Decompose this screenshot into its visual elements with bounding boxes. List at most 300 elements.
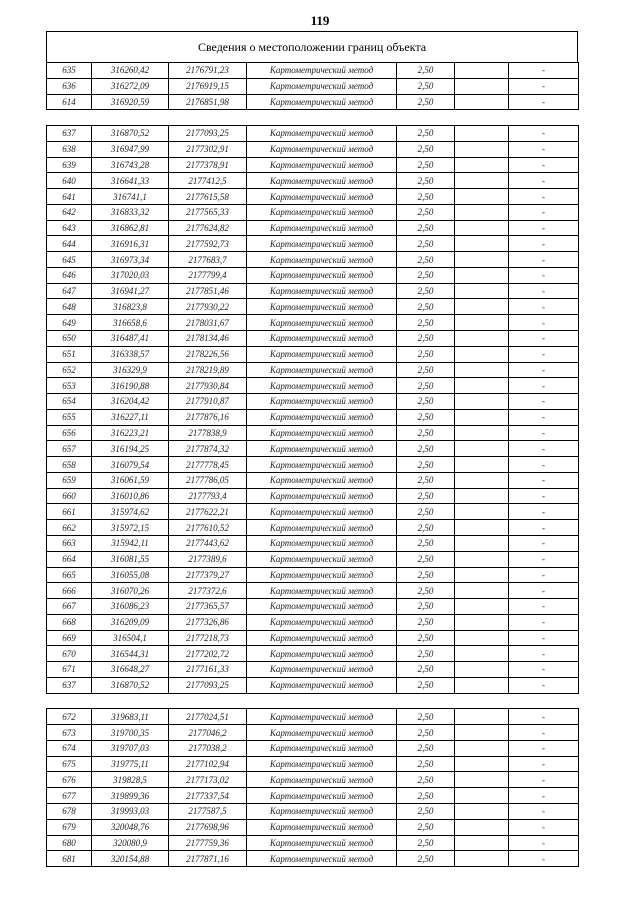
method-cell: Картометрический метод <box>247 740 397 756</box>
point-number-cell: 656 <box>47 425 92 441</box>
accuracy-cell: 2,50 <box>397 378 455 394</box>
empty-cell <box>455 425 509 441</box>
point-number-cell: 658 <box>47 457 92 473</box>
method-cell: Картометрический метод <box>247 551 397 567</box>
method-cell: Картометрический метод <box>247 803 397 819</box>
table-row <box>47 189 579 205</box>
method-cell: Картометрический метод <box>247 126 397 142</box>
description-cell: - <box>509 772 579 788</box>
empty-cell <box>455 772 509 788</box>
empty-cell <box>455 441 509 457</box>
accuracy-cell: 2,50 <box>397 299 455 315</box>
y-coordinate-cell: 2177102,94 <box>169 756 247 772</box>
point-number-cell: 660 <box>47 488 92 504</box>
y-coordinate-cell: 2177786,05 <box>169 472 247 488</box>
x-coordinate-cell: 316870,52 <box>92 126 169 142</box>
description-cell: - <box>509 331 579 347</box>
description-cell: - <box>509 236 579 252</box>
point-number-cell: 642 <box>47 204 92 220</box>
empty-cell <box>455 504 509 520</box>
table-row <box>47 488 579 504</box>
method-cell: Картометрический метод <box>247 535 397 551</box>
y-coordinate-cell: 2177799,4 <box>169 267 247 283</box>
description-cell: - <box>509 346 579 362</box>
description-cell: - <box>509 504 579 520</box>
method-cell: Картометрический метод <box>247 157 397 173</box>
y-coordinate-cell: 2178219,89 <box>169 362 247 378</box>
empty-cell <box>455 346 509 362</box>
y-coordinate-cell: 2177851,46 <box>169 283 247 299</box>
table-row <box>47 725 579 741</box>
description-cell: - <box>509 126 579 142</box>
table-row <box>47 614 579 630</box>
table-row <box>47 78 579 94</box>
description-cell: - <box>509 283 579 299</box>
x-coordinate-cell: 316658,6 <box>92 315 169 331</box>
table-row <box>47 173 579 189</box>
x-coordinate-cell: 316648,27 <box>92 662 169 678</box>
y-coordinate-cell: 2177871,16 <box>169 851 247 867</box>
point-number-cell: 662 <box>47 520 92 536</box>
description-cell: - <box>509 709 579 725</box>
empty-cell <box>455 220 509 236</box>
accuracy-cell: 2,50 <box>397 441 455 457</box>
y-coordinate-cell: 2177592,73 <box>169 236 247 252</box>
y-coordinate-cell: 2178134,46 <box>169 331 247 347</box>
x-coordinate-cell: 320048,76 <box>92 819 169 835</box>
table-row <box>47 236 579 252</box>
y-coordinate-cell: 2177759,36 <box>169 835 247 851</box>
empty-cell <box>455 819 509 835</box>
y-coordinate-cell: 2177683,7 <box>169 252 247 268</box>
description-cell: - <box>509 851 579 867</box>
empty-cell <box>455 472 509 488</box>
point-number-cell: 681 <box>47 851 92 867</box>
method-cell: Картометрический метод <box>247 204 397 220</box>
description-cell: - <box>509 220 579 236</box>
accuracy-cell: 2,50 <box>397 126 455 142</box>
point-number-cell: 668 <box>47 614 92 630</box>
description-cell: - <box>509 204 579 220</box>
y-coordinate-cell: 2177326,86 <box>169 614 247 630</box>
empty-cell <box>455 315 509 331</box>
empty-cell <box>455 599 509 615</box>
empty-cell <box>455 126 509 142</box>
x-coordinate-cell: 316223,21 <box>92 425 169 441</box>
method-cell: Картометрический метод <box>247 78 397 94</box>
accuracy-cell: 2,50 <box>397 346 455 362</box>
x-coordinate-cell: 316862,81 <box>92 220 169 236</box>
y-coordinate-cell: 2177372,6 <box>169 583 247 599</box>
table-row <box>47 267 579 283</box>
point-number-cell: 657 <box>47 441 92 457</box>
description-cell: - <box>509 315 579 331</box>
y-coordinate-cell: 2177038,2 <box>169 740 247 756</box>
method-cell: Картометрический метод <box>247 488 397 504</box>
table-row <box>47 378 579 394</box>
empty-cell <box>455 662 509 678</box>
table-row <box>47 331 579 347</box>
method-cell: Картометрический метод <box>247 409 397 425</box>
method-cell: Картометрический метод <box>247 772 397 788</box>
empty-cell <box>455 63 509 79</box>
point-number-cell: 679 <box>47 819 92 835</box>
x-coordinate-cell: 316079,54 <box>92 457 169 473</box>
method-cell: Картометрический метод <box>247 425 397 441</box>
table-row <box>47 646 579 662</box>
description-cell: - <box>509 252 579 268</box>
y-coordinate-cell: 2177412,5 <box>169 173 247 189</box>
accuracy-cell: 2,50 <box>397 63 455 79</box>
description-cell: - <box>509 740 579 756</box>
y-coordinate-cell: 2177046,2 <box>169 725 247 741</box>
x-coordinate-cell: 316190,88 <box>92 378 169 394</box>
table-row <box>47 299 579 315</box>
x-coordinate-cell: 319700,35 <box>92 725 169 741</box>
description-cell: - <box>509 157 579 173</box>
point-number-cell: 669 <box>47 630 92 646</box>
accuracy-cell: 2,50 <box>397 425 455 441</box>
empty-cell <box>455 236 509 252</box>
y-coordinate-cell: 2177624,82 <box>169 220 247 236</box>
method-cell: Картометрический метод <box>247 630 397 646</box>
table-row <box>47 599 579 615</box>
empty-cell <box>455 803 509 819</box>
empty-cell <box>455 835 509 851</box>
point-number-cell: 651 <box>47 346 92 362</box>
method-cell: Картометрический метод <box>247 283 397 299</box>
empty-cell <box>455 173 509 189</box>
x-coordinate-cell: 316227,11 <box>92 409 169 425</box>
description-cell: - <box>509 520 579 536</box>
x-coordinate-cell: 316055,08 <box>92 567 169 583</box>
method-cell: Картометрический метод <box>247 504 397 520</box>
group-separator-row <box>47 693 579 709</box>
y-coordinate-cell: 2177302,91 <box>169 141 247 157</box>
method-cell: Картометрический метод <box>247 677 397 693</box>
accuracy-cell: 2,50 <box>397 583 455 599</box>
y-coordinate-cell: 2177565,33 <box>169 204 247 220</box>
empty-cell <box>455 488 509 504</box>
y-coordinate-cell: 2177778,45 <box>169 457 247 473</box>
y-coordinate-cell: 2177910,87 <box>169 394 247 410</box>
table-row <box>47 362 579 378</box>
accuracy-cell: 2,50 <box>397 283 455 299</box>
description-cell: - <box>509 788 579 804</box>
accuracy-cell: 2,50 <box>397 236 455 252</box>
x-coordinate-cell: 316338,57 <box>92 346 169 362</box>
table-row <box>47 157 579 173</box>
table-row <box>47 472 579 488</box>
table-row <box>47 819 579 835</box>
accuracy-cell: 2,50 <box>397 315 455 331</box>
x-coordinate-cell: 316941,27 <box>92 283 169 299</box>
point-number-cell: 644 <box>47 236 92 252</box>
accuracy-cell: 2,50 <box>397 709 455 725</box>
accuracy-cell: 2,50 <box>397 662 455 678</box>
method-cell: Картометрический метод <box>247 614 397 630</box>
description-cell: - <box>509 78 579 94</box>
y-coordinate-cell: 2177378,91 <box>169 157 247 173</box>
y-coordinate-cell: 2177930,84 <box>169 378 247 394</box>
method-cell: Картометрический метод <box>247 94 397 110</box>
y-coordinate-cell: 2177173,02 <box>169 772 247 788</box>
table-row <box>47 756 579 772</box>
point-number-cell: 675 <box>47 756 92 772</box>
x-coordinate-cell: 319683,11 <box>92 709 169 725</box>
description-cell: - <box>509 457 579 473</box>
empty-cell <box>455 94 509 110</box>
table-row <box>47 126 579 142</box>
boundary-table-container <box>46 31 578 867</box>
y-coordinate-cell: 2177365,57 <box>169 599 247 615</box>
table-row <box>47 677 579 693</box>
method-cell: Картометрический метод <box>247 236 397 252</box>
x-coordinate-cell: 316947,99 <box>92 141 169 157</box>
point-number-cell: 645 <box>47 252 92 268</box>
x-coordinate-cell: 316743,28 <box>92 157 169 173</box>
point-number-cell: 654 <box>47 394 92 410</box>
table-row <box>47 567 579 583</box>
description-cell: - <box>509 725 579 741</box>
y-coordinate-cell: 2176791,23 <box>169 63 247 79</box>
x-coordinate-cell: 316010,86 <box>92 488 169 504</box>
y-coordinate-cell: 2177218,73 <box>169 630 247 646</box>
table-row <box>47 346 579 362</box>
empty-cell <box>455 378 509 394</box>
empty-cell <box>455 583 509 599</box>
table-row <box>47 204 579 220</box>
accuracy-cell: 2,50 <box>397 362 455 378</box>
empty-cell <box>455 394 509 410</box>
point-number-cell: 678 <box>47 803 92 819</box>
empty-cell <box>455 362 509 378</box>
accuracy-cell: 2,50 <box>397 189 455 205</box>
table-body <box>47 63 579 867</box>
description-cell: - <box>509 378 579 394</box>
description-cell: - <box>509 646 579 662</box>
empty-cell <box>455 614 509 630</box>
description-cell: - <box>509 567 579 583</box>
accuracy-cell: 2,50 <box>397 630 455 646</box>
point-number-cell: 637 <box>47 126 92 142</box>
method-cell: Картометрический метод <box>247 378 397 394</box>
method-cell: Картометрический метод <box>247 189 397 205</box>
description-cell: - <box>509 94 579 110</box>
empty-cell <box>455 551 509 567</box>
accuracy-cell: 2,50 <box>397 567 455 583</box>
y-coordinate-cell: 2178031,67 <box>169 315 247 331</box>
x-coordinate-cell: 315972,15 <box>92 520 169 536</box>
accuracy-cell: 2,50 <box>397 252 455 268</box>
x-coordinate-cell: 319775,11 <box>92 756 169 772</box>
y-coordinate-cell: 2177093,25 <box>169 677 247 693</box>
table-row <box>47 788 579 804</box>
accuracy-cell: 2,50 <box>397 472 455 488</box>
method-cell: Картометрический метод <box>247 331 397 347</box>
description-cell: - <box>509 299 579 315</box>
x-coordinate-cell: 316204,42 <box>92 394 169 410</box>
method-cell: Картометрический метод <box>247 851 397 867</box>
x-coordinate-cell: 316504,1 <box>92 630 169 646</box>
table-row <box>47 457 579 473</box>
point-number-cell: 680 <box>47 835 92 851</box>
empty-cell <box>455 141 509 157</box>
table-title: Сведения о местоположении границ объекта <box>46 31 578 62</box>
method-cell: Картометрический метод <box>247 63 397 79</box>
accuracy-cell: 2,50 <box>397 267 455 283</box>
x-coordinate-cell: 316260,42 <box>92 63 169 79</box>
point-number-cell: 661 <box>47 504 92 520</box>
description-cell: - <box>509 141 579 157</box>
separator-cell <box>47 110 579 126</box>
x-coordinate-cell: 316544,31 <box>92 646 169 662</box>
y-coordinate-cell: 2177622,21 <box>169 504 247 520</box>
description-cell: - <box>509 472 579 488</box>
method-cell: Картометрический метод <box>247 346 397 362</box>
table-row <box>47 504 579 520</box>
table-row <box>47 252 579 268</box>
table-row <box>47 394 579 410</box>
y-coordinate-cell: 2177610,52 <box>169 520 247 536</box>
point-number-cell: 676 <box>47 772 92 788</box>
table-row <box>47 283 579 299</box>
description-cell: - <box>509 677 579 693</box>
table-row <box>47 315 579 331</box>
empty-cell <box>455 677 509 693</box>
y-coordinate-cell: 2177698,96 <box>169 819 247 835</box>
accuracy-cell: 2,50 <box>397 488 455 504</box>
point-number-cell: 667 <box>47 599 92 615</box>
method-cell: Картометрический метод <box>247 141 397 157</box>
y-coordinate-cell: 2176851,98 <box>169 94 247 110</box>
y-coordinate-cell: 2177161,33 <box>169 662 247 678</box>
x-coordinate-cell: 316061,59 <box>92 472 169 488</box>
accuracy-cell: 2,50 <box>397 756 455 772</box>
empty-cell <box>455 204 509 220</box>
empty-cell <box>455 756 509 772</box>
table-row <box>47 94 579 110</box>
x-coordinate-cell: 316833,32 <box>92 204 169 220</box>
accuracy-cell: 2,50 <box>397 614 455 630</box>
x-coordinate-cell: 319899,36 <box>92 788 169 804</box>
description-cell: - <box>509 394 579 410</box>
y-coordinate-cell: 2177838,9 <box>169 425 247 441</box>
separator-cell <box>47 693 579 709</box>
accuracy-cell: 2,50 <box>397 520 455 536</box>
description-cell: - <box>509 614 579 630</box>
description-cell: - <box>509 756 579 772</box>
y-coordinate-cell: 2177202,72 <box>169 646 247 662</box>
table-row <box>47 520 579 536</box>
x-coordinate-cell: 320154,88 <box>92 851 169 867</box>
empty-cell <box>455 299 509 315</box>
empty-cell <box>455 78 509 94</box>
y-coordinate-cell: 2177379,27 <box>169 567 247 583</box>
x-coordinate-cell: 316329,9 <box>92 362 169 378</box>
description-cell: - <box>509 63 579 79</box>
point-number-cell: 659 <box>47 472 92 488</box>
point-number-cell: 665 <box>47 567 92 583</box>
accuracy-cell: 2,50 <box>397 504 455 520</box>
accuracy-cell: 2,50 <box>397 331 455 347</box>
method-cell: Картометрический метод <box>247 835 397 851</box>
point-number-cell: 653 <box>47 378 92 394</box>
description-cell: - <box>509 551 579 567</box>
y-coordinate-cell: 2177874,32 <box>169 441 247 457</box>
method-cell: Картометрический метод <box>247 662 397 678</box>
description-cell: - <box>509 835 579 851</box>
description-cell: - <box>509 599 579 615</box>
y-coordinate-cell: 2177793,4 <box>169 488 247 504</box>
description-cell: - <box>509 583 579 599</box>
y-coordinate-cell: 2177930,22 <box>169 299 247 315</box>
empty-cell <box>455 157 509 173</box>
x-coordinate-cell: 316973,34 <box>92 252 169 268</box>
x-coordinate-cell: 315942,11 <box>92 535 169 551</box>
method-cell: Картометрический метод <box>247 709 397 725</box>
accuracy-cell: 2,50 <box>397 835 455 851</box>
method-cell: Картометрический метод <box>247 267 397 283</box>
accuracy-cell: 2,50 <box>397 457 455 473</box>
table-row <box>47 535 579 551</box>
description-cell: - <box>509 362 579 378</box>
point-number-cell: 636 <box>47 78 92 94</box>
description-cell: - <box>509 819 579 835</box>
empty-cell <box>455 788 509 804</box>
x-coordinate-cell: 316272,09 <box>92 78 169 94</box>
point-number-cell: 677 <box>47 788 92 804</box>
point-number-cell: 655 <box>47 409 92 425</box>
accuracy-cell: 2,50 <box>397 851 455 867</box>
method-cell: Картометрический метод <box>247 819 397 835</box>
method-cell: Картометрический метод <box>247 220 397 236</box>
method-cell: Картометрический метод <box>247 441 397 457</box>
point-number-cell: 637 <box>47 677 92 693</box>
x-coordinate-cell: 316081,55 <box>92 551 169 567</box>
point-number-cell: 652 <box>47 362 92 378</box>
description-cell: - <box>509 425 579 441</box>
accuracy-cell: 2,50 <box>397 599 455 615</box>
empty-cell <box>455 409 509 425</box>
accuracy-cell: 2,50 <box>397 173 455 189</box>
point-number-cell: 640 <box>47 173 92 189</box>
method-cell: Картометрический метод <box>247 315 397 331</box>
description-cell: - <box>509 662 579 678</box>
empty-cell <box>455 567 509 583</box>
empty-cell <box>455 851 509 867</box>
empty-cell <box>455 331 509 347</box>
empty-cell <box>455 646 509 662</box>
method-cell: Картометрический метод <box>247 394 397 410</box>
point-number-cell: 650 <box>47 331 92 347</box>
description-cell: - <box>509 267 579 283</box>
method-cell: Картометрический метод <box>247 725 397 741</box>
method-cell: Картометрический метод <box>247 457 397 473</box>
x-coordinate-cell: 316641,33 <box>92 173 169 189</box>
empty-cell <box>455 267 509 283</box>
accuracy-cell: 2,50 <box>397 220 455 236</box>
table-row <box>47 740 579 756</box>
table-row <box>47 551 579 567</box>
empty-cell <box>455 725 509 741</box>
table-row <box>47 851 579 867</box>
empty-cell <box>455 252 509 268</box>
method-cell: Картометрический метод <box>247 472 397 488</box>
x-coordinate-cell: 320080,9 <box>92 835 169 851</box>
x-coordinate-cell: 316487,41 <box>92 331 169 347</box>
empty-cell <box>455 740 509 756</box>
